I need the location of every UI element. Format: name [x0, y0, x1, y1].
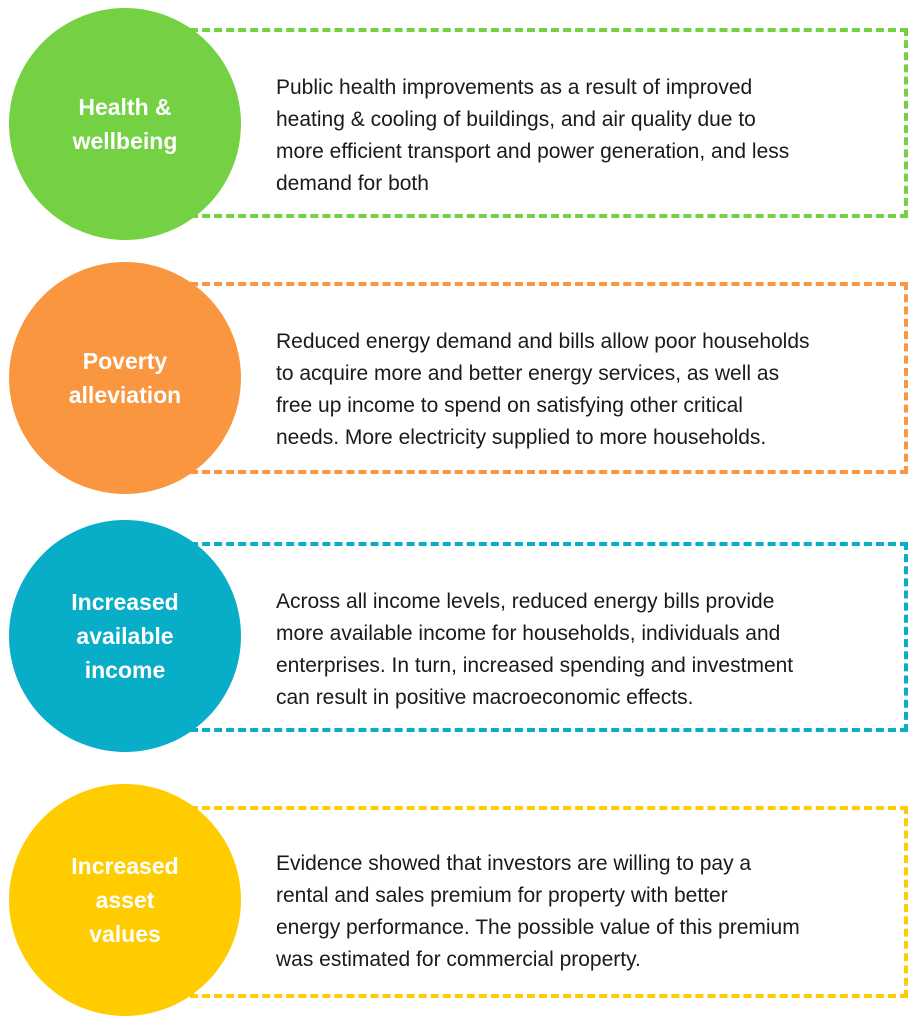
benefit-description	[276, 848, 864, 976]
title-line: Increased	[71, 589, 179, 615]
title-line: Poverty	[82, 348, 168, 374]
description-line: energy performance. The possible value of this premium	[276, 916, 800, 939]
title-line: income	[84, 657, 166, 683]
benefit-increased-available-income	[0, 520, 922, 760]
benefit-increased-asset-values	[0, 784, 922, 1024]
description-line: demand for both	[276, 172, 429, 195]
description-line: free up income to spend on satisfying other critical	[276, 394, 743, 417]
benefit-description	[276, 72, 864, 200]
description-line: Public health improvements as a result of improved	[276, 76, 753, 99]
title-line: Health &	[78, 94, 172, 120]
description-line: more efficient transport and power generation, and less	[276, 140, 790, 163]
benefit-circle	[9, 262, 241, 494]
title-line: available	[76, 623, 174, 649]
benefit-title	[47, 585, 202, 687]
benefit-title	[49, 90, 202, 158]
benefit-health-wellbeing	[0, 8, 922, 248]
benefit-description-box	[190, 28, 908, 218]
description-line: can result in positive macroeconomic effects.	[276, 686, 694, 709]
title-line: Increased	[71, 853, 179, 879]
description-line: heating & cooling of buildings, and air quality due to	[276, 108, 756, 131]
benefit-poverty-alleviation	[0, 262, 922, 502]
benefit-title	[45, 344, 205, 412]
benefit-description-box	[190, 806, 908, 998]
benefit-description	[276, 326, 864, 454]
description-line: more available income for households, individuals and	[276, 622, 781, 645]
title-line: asset	[95, 887, 155, 913]
description-line: needs. More electricity supplied to more households.	[276, 426, 767, 449]
description-line: was estimated for commercial property.	[276, 948, 641, 971]
benefit-description	[276, 586, 864, 714]
benefit-description-box	[190, 282, 908, 474]
benefit-circle	[9, 784, 241, 1016]
description-line: rental and sales premium for property with better	[276, 884, 728, 907]
description-line: to acquire more and better energy services, as well as	[276, 362, 780, 385]
benefit-title	[47, 849, 202, 951]
title-line: alleviation	[68, 382, 182, 408]
description-line: Reduced energy demand and bills allow poor households	[276, 330, 810, 353]
benefit-circle	[9, 8, 241, 240]
benefit-circle	[9, 520, 241, 752]
title-line: wellbeing	[72, 128, 178, 154]
description-line: Evidence showed that investors are willing to pay a	[276, 852, 752, 875]
description-line: Across all income levels, reduced energy bills provide	[276, 590, 775, 613]
title-line: values	[89, 921, 161, 947]
benefit-description-box	[190, 542, 908, 732]
description-line: enterprises. In turn, increased spending and investment	[276, 654, 794, 677]
